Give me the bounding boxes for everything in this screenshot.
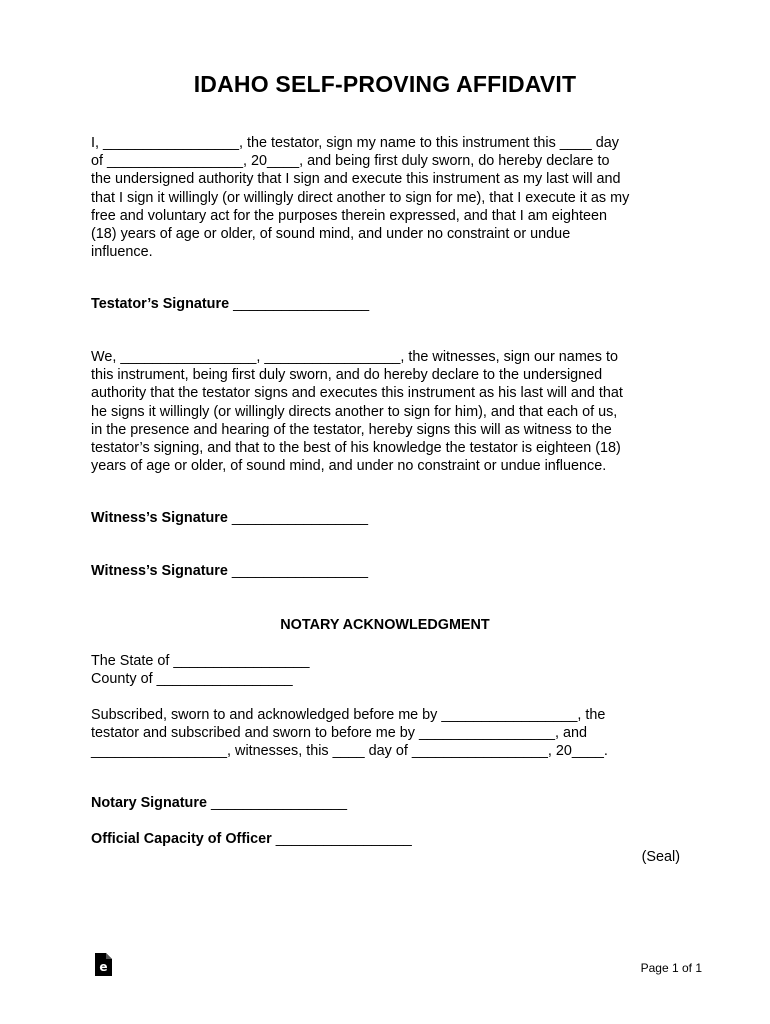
paragraph-line: years of age or older, of sound mind, and under no constraint or undue influence. xyxy=(91,458,607,475)
svg-text:e: e xyxy=(99,960,108,974)
witness-signature-field-2[interactable] xyxy=(91,563,368,579)
state-county-block xyxy=(91,652,691,688)
witness-signature-field-1[interactable] xyxy=(91,510,368,526)
paragraph-line: I, _________________, the testator, sign my name to this instrument this ____ day xyxy=(91,135,619,151)
paragraph-line: influence. xyxy=(91,244,153,261)
official-capacity-field[interactable] xyxy=(91,831,412,847)
official-capacity-label: Official Capacity of Officer xyxy=(91,831,272,847)
paragraph-line: authority that the testator signs and executes this instrument as his last will and that xyxy=(91,385,623,402)
paragraph-line: testator and subscribed and sworn to before me by _________________, and xyxy=(91,725,588,742)
witness-signature-line[interactable]: _________________ xyxy=(231,510,368,526)
paragraph-line: free and voluntary act for the purposes therein expressed, and that I am eighteen xyxy=(91,207,607,224)
witness-signature-label: Witness’s Signature xyxy=(91,510,228,526)
paragraph-line: he signs it willingly (or willingly directs another to sign for him), and that each of us, xyxy=(91,403,618,420)
notary-signature-label: Notary Signature xyxy=(91,795,207,811)
notary-signature-field[interactable] xyxy=(91,795,347,811)
testator-signature-field[interactable] xyxy=(91,296,369,312)
seal-label: (Seal) xyxy=(641,849,680,865)
paragraph-line: in the presence and hearing of the testator, hereby signs this will as witness to the xyxy=(91,421,612,438)
witness-signature-label: Witness’s Signature xyxy=(91,563,228,579)
paragraph-line: We, _________________, _________________, the witnesses, sign our names to xyxy=(91,349,619,365)
notary-acknowledgment-heading: NOTARY ACKNOWLEDGMENT xyxy=(280,617,490,633)
paragraph-line: Subscribed, sworn to and acknowledged before me by _________________, the xyxy=(91,707,606,723)
official-capacity-line[interactable]: _________________ xyxy=(275,831,412,847)
paragraph-line: the undersigned authority that I sign and execute this instrument as my last will and xyxy=(91,171,621,188)
paragraph-line: this instrument, being first duly sworn, and do hereby declare to the undersigned xyxy=(91,367,603,384)
eforms-logo-icon xyxy=(94,952,113,977)
document-title: IDAHO SELF-PROVING AFFIDAVIT xyxy=(193,71,577,97)
state-field[interactable]: The State of _________________ xyxy=(91,653,310,669)
paragraph-line: that I sign it willingly (or willingly direct another to sign for me), that I execute it as my xyxy=(91,189,630,206)
testator-signature-line[interactable]: _________________ xyxy=(233,296,370,312)
witness-signature-line[interactable]: _________________ xyxy=(231,563,368,579)
testator-declaration-paragraph xyxy=(91,134,691,261)
subscribed-paragraph xyxy=(91,706,691,761)
paragraph-line: (18) years of age or older, of sound mind, and under no constraint or undue xyxy=(91,226,571,243)
page-number: Page 1 of 1 xyxy=(640,961,702,975)
paragraph-line: _________________, witnesses, this ____ day of _________________, 20____. xyxy=(91,743,608,760)
paragraph-line: of _________________, 20____, and being first duly sworn, do hereby declare to xyxy=(91,153,610,170)
notary-signature-line[interactable]: _________________ xyxy=(210,795,348,811)
paragraph-line: testator’s signing, and that to the best of his knowledge the testator is eighteen (18) xyxy=(91,440,621,457)
witness-declaration-paragraph xyxy=(91,348,691,475)
county-field[interactable]: County of _________________ xyxy=(91,671,293,688)
testator-signature-label: Testator’s Signature xyxy=(91,296,230,312)
